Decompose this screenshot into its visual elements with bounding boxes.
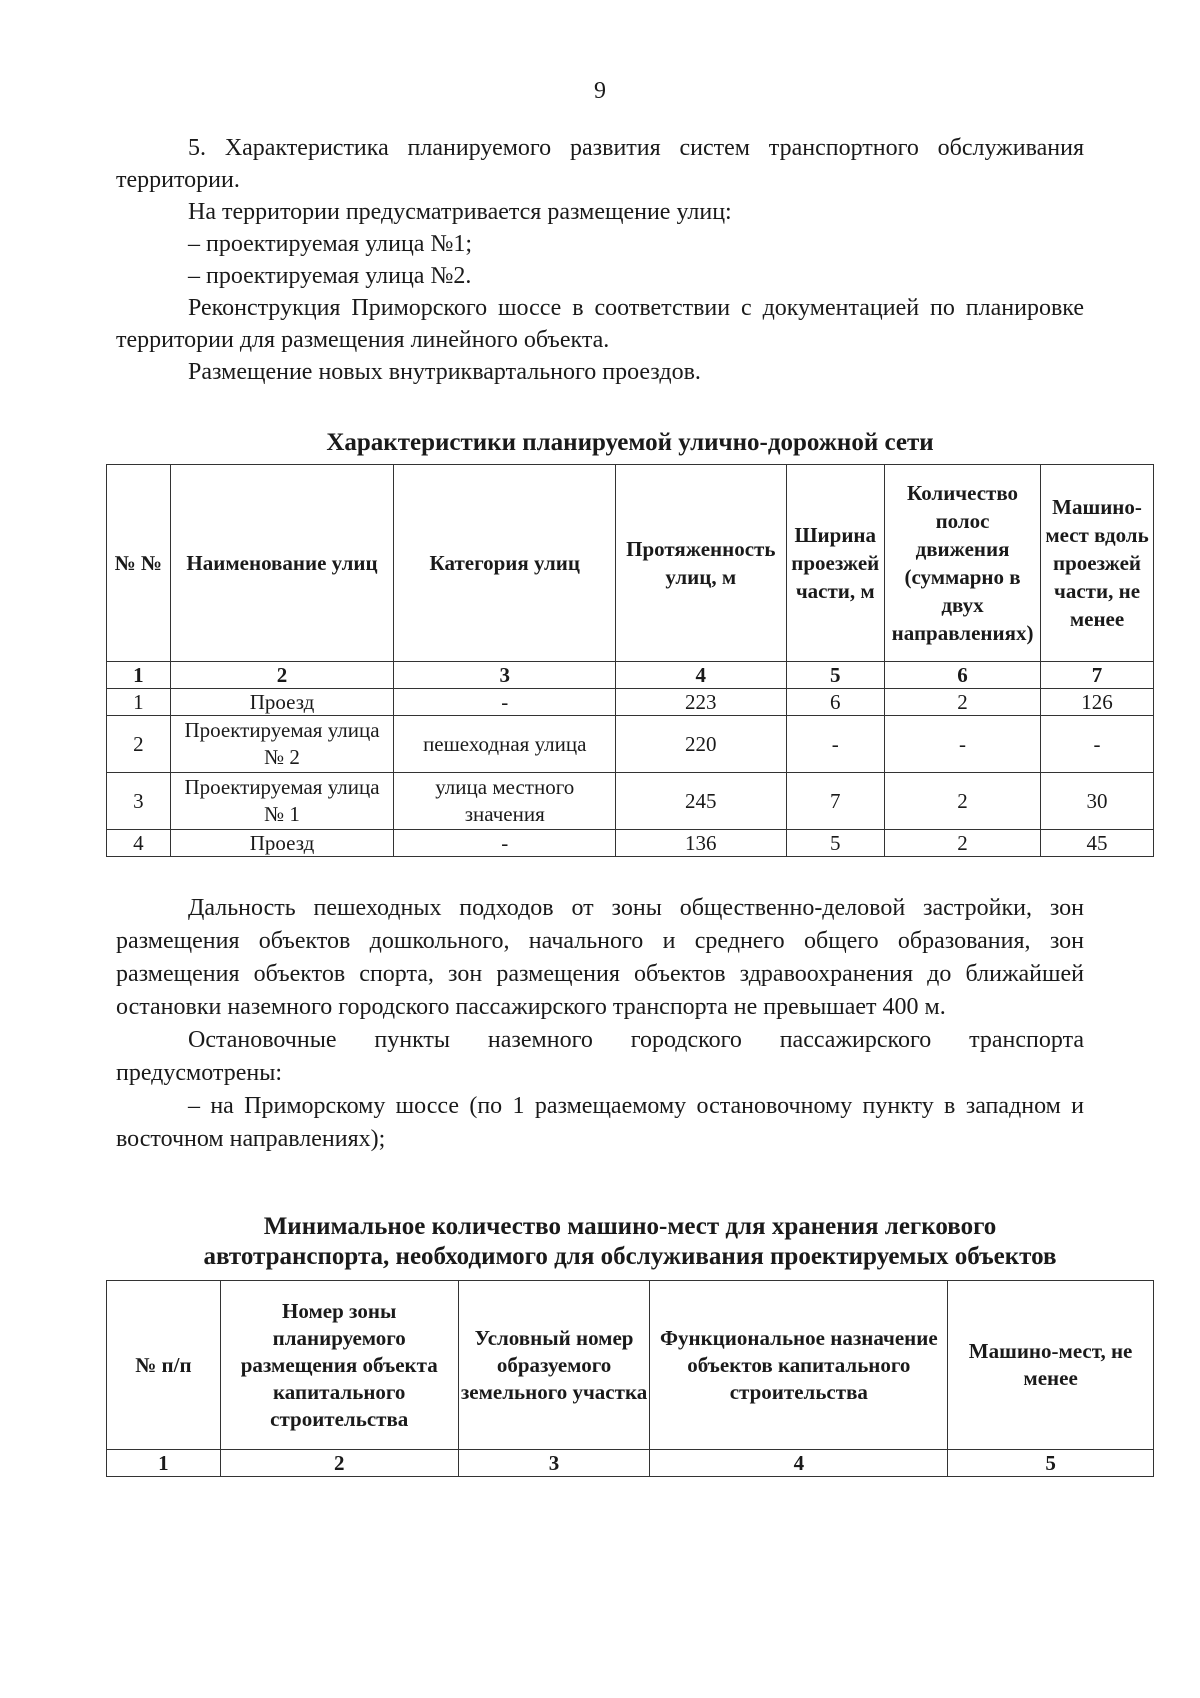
table-cell: 126 xyxy=(1041,689,1154,716)
section-pedestrian xyxy=(116,892,1084,1156)
list-item: – на Приморскому шоссе (по 1 размещаемому остановочному пункту в западном и восточном направлениях); xyxy=(116,1093,1084,1152)
table-cell: 4 xyxy=(107,830,171,857)
column-number: 6 xyxy=(885,662,1041,689)
table-header: № п/п xyxy=(107,1281,221,1450)
list-item: – проектируемая улица №2. xyxy=(188,263,472,289)
table-cell: 136 xyxy=(616,830,786,857)
table-cell: - xyxy=(1041,716,1154,773)
table-cell: 2 xyxy=(107,716,171,773)
table-header: Наименование улиц xyxy=(170,465,394,662)
table-header: Количество полос движения (суммарно в двух направлениях) xyxy=(885,465,1041,662)
table2-title-line: Минимальное количество машино-мест для хранения легкового xyxy=(263,1213,997,1240)
table2-title-line: автотранспорта, необходимого для обслуживания проектируемых объектов xyxy=(203,1243,1057,1270)
table-cell: - xyxy=(786,716,885,773)
column-number: 1 xyxy=(107,1450,221,1477)
table-cell: 2 xyxy=(885,689,1041,716)
table2-title xyxy=(106,1212,1154,1272)
table-cell: 7 xyxy=(786,773,885,830)
column-number: 3 xyxy=(394,662,616,689)
table-header: Категория улиц xyxy=(394,465,616,662)
table-header: № № xyxy=(107,465,171,662)
table-cell: 220 xyxy=(616,716,786,773)
table-header: Протяженность улиц, м xyxy=(616,465,786,662)
table-row xyxy=(107,773,1154,830)
intro-text: На территории предусматривается размещение улиц: xyxy=(188,199,732,225)
table-cell: 1 xyxy=(107,689,171,716)
table-cell: 2 xyxy=(885,830,1041,857)
table-cell: 30 xyxy=(1041,773,1154,830)
column-number: 3 xyxy=(458,1450,650,1477)
table-cell: Проезд xyxy=(170,830,394,857)
driveways-text: Размещение новых внутриквартального проездов. xyxy=(188,359,701,385)
column-number: 5 xyxy=(786,662,885,689)
table-cell: 3 xyxy=(107,773,171,830)
column-number: 4 xyxy=(650,1450,948,1477)
section-intro xyxy=(116,132,1084,388)
column-number: 2 xyxy=(170,662,394,689)
column-number: 5 xyxy=(948,1450,1154,1477)
table-header: Номер зоны планируемого размещения объекта капитального строительства xyxy=(220,1281,458,1450)
table-cell: - xyxy=(394,830,616,857)
table-cell: 5 xyxy=(786,830,885,857)
table-header: Машино-мест вдоль проезжей части, не менее xyxy=(1041,465,1154,662)
pedestrian-distance-text: Дальность пешеходных подходов от зоны общественно-деловой застройки, зон размещения объектов дошкольного, начального и среднего общего образования, зон размещения объектов спорта, зон размещения объектов здравоохранения до ближайшей остановки наземного городского пассажирского транспорта не превышает 400 м. xyxy=(116,895,1084,1020)
table-cell: 223 xyxy=(616,689,786,716)
table-header: Функциональное назначение объектов капитального строительства xyxy=(650,1281,948,1450)
parking-table xyxy=(106,1280,1154,1477)
column-number: 1 xyxy=(107,662,171,689)
column-number: 7 xyxy=(1041,662,1154,689)
table-cell: 6 xyxy=(786,689,885,716)
street-network-table xyxy=(106,464,1154,857)
table-cell: - xyxy=(394,689,616,716)
section-heading: 5. Характеристика планируемого развития систем транспортного обслуживания территории. xyxy=(116,135,1084,193)
table-cell: 2 xyxy=(885,773,1041,830)
table-header: Ширина проезжей части, м xyxy=(786,465,885,662)
table1-title: Характеристики планируемой улично-дорожной сети xyxy=(326,429,934,456)
table-row xyxy=(107,716,1154,773)
table-cell: Проектируемая улица № 1 xyxy=(170,773,394,830)
table-header: Машино-мест, не менее xyxy=(948,1281,1154,1450)
column-number: 4 xyxy=(616,662,786,689)
table-cell: 245 xyxy=(616,773,786,830)
table-cell: - xyxy=(885,716,1041,773)
page-number: 9 xyxy=(594,78,606,104)
table-row xyxy=(107,830,1154,857)
table-cell: пешеходная улица xyxy=(394,716,616,773)
column-number: 2 xyxy=(220,1450,458,1477)
stops-text: Остановочные пункты наземного городского пассажирского транспорта предусмотрены: xyxy=(116,1027,1084,1086)
table-cell: 45 xyxy=(1041,830,1154,857)
table-cell: улица местного значения xyxy=(394,773,616,830)
table-cell: Проезд xyxy=(170,689,394,716)
list-item: – проектируемая улица №1; xyxy=(188,231,473,257)
table-row xyxy=(107,689,1154,716)
table-cell: Проектируемая улица № 2 xyxy=(170,716,394,773)
reconstruction-text: Реконструкция Приморского шоссе в соответствии с документацией по планировке территории для размещения линейного объекта. xyxy=(116,295,1084,353)
table-header: Условный номер образуемого земельного участка xyxy=(458,1281,650,1450)
